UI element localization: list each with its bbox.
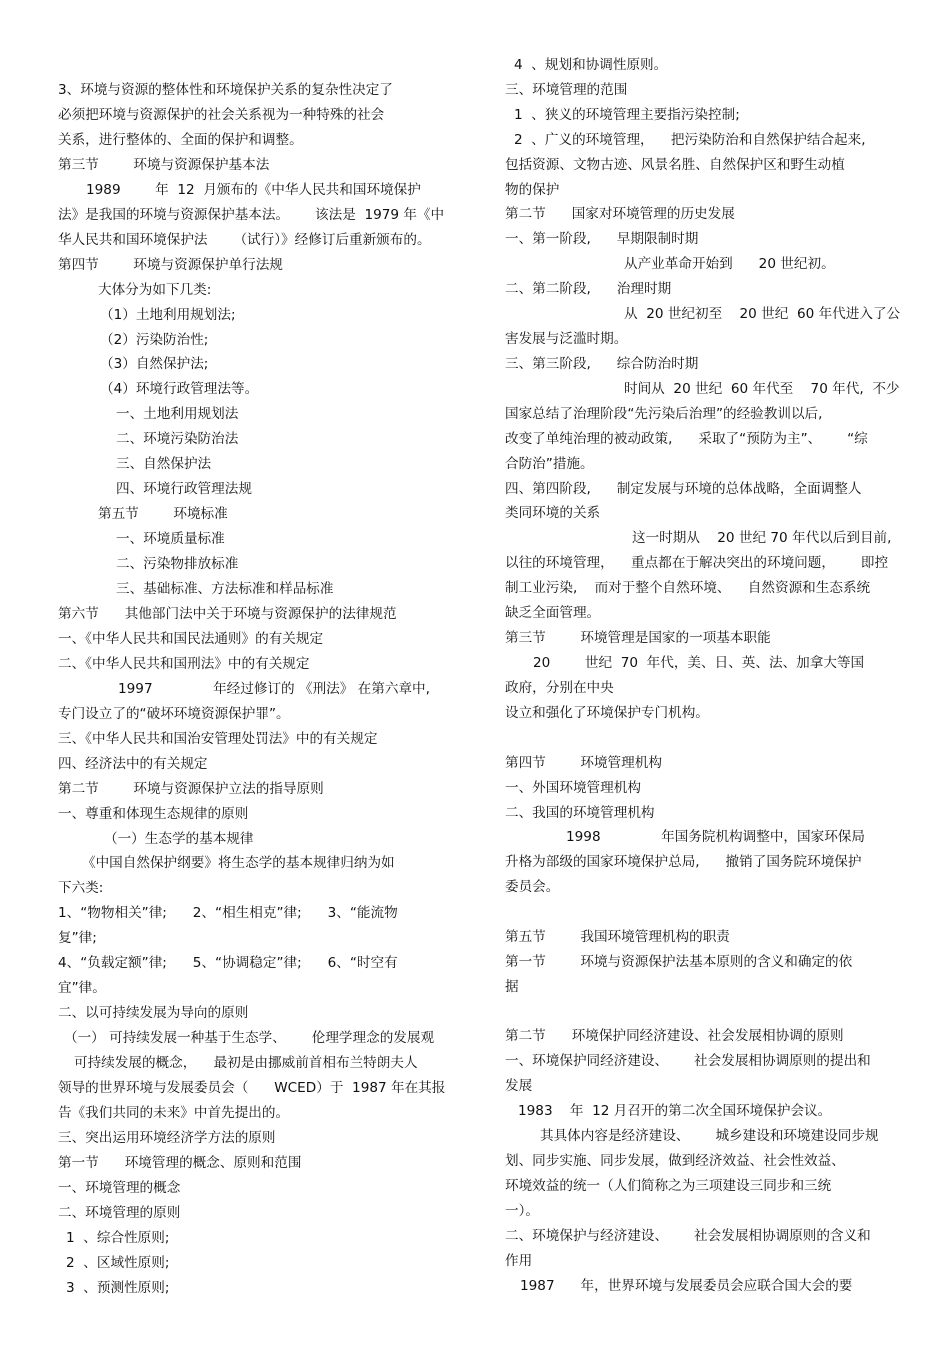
text-line: 1、“物物相关”律; 2、“相生相克”律; 3、“能流物 [58, 905, 398, 922]
text-line: （4）环境行政管理法等。 [100, 381, 259, 398]
text-line: 2 、广义的环境管理， 把污染防治和自然保护结合起来, [514, 132, 866, 148]
text-line: 1 、综合性原则; [66, 1229, 170, 1246]
text-line: 三、基础标准、方法标准和样品标准 [116, 581, 334, 597]
text-line: 二、环境保护与经济建设、 社会发展相协调原则的含义和 [505, 1228, 871, 1244]
text-line: 其具体内容是经济建设、 城乡建设和环境建设同步规 [540, 1128, 879, 1144]
text-line: 第五节 环境标准 [98, 506, 228, 523]
text-line: 国家总结了治理阶段“先污染后治理”的经验教训以后, [505, 406, 823, 422]
text-line: 划、同步实施、同步发展，做到经济效益、社会性效益、 [505, 1153, 845, 1169]
text-line: 1998 年国务院机构调整中，国家环保局 [566, 829, 865, 845]
text-line: 二、《中华人民共和国刑法》中的有关规定 [58, 655, 310, 672]
text-line: 1 、狭义的环境管理主要指污染控制; [514, 107, 740, 123]
text-line: 三、环境管理的范围 [505, 82, 628, 98]
text-line: 可持续发展的概念， 最初是由挪威前首相布兰特朗夫人 [74, 1055, 418, 1072]
text-line: 四、环境行政管理法规 [116, 481, 252, 498]
text-line: 1989 年 12 月颁布的《中华人民共和国环境保护 [86, 181, 421, 198]
text-line: 第五节 我国环境管理机构的职责 [505, 929, 730, 945]
text-line: 第六节 其他部门法中关于环境与资源保护的法律规范 [58, 605, 397, 622]
text-line: 设立和强化了环境保护专门机构。 [505, 705, 709, 721]
text-line: 从产业革命开始到 20 世纪初。 [624, 256, 835, 272]
text-line: 必须把环境与资源保护的社会关系视为一种特殊的社会 [58, 106, 385, 123]
text-line: 政府，分别在中央 [505, 680, 614, 696]
text-line: 第三节 环境管理是国家的一项基本职能 [505, 630, 771, 646]
text-line: 关系，进行整体的、全面的保护和调整。 [58, 131, 303, 148]
text-line: 第一节 环境管理的概念、原则和范围 [58, 1154, 302, 1171]
text-line: 一、环境管理的概念 [58, 1179, 181, 1196]
text-line: 作用 [505, 1253, 533, 1269]
text-line: 据 [505, 979, 519, 995]
text-line: 1983 年 12 月召开的第二次全国环境保护会议。 [518, 1103, 832, 1119]
text-line: 从 20 世纪初至 20 世纪 60 年代进入了公 [624, 306, 901, 322]
text-line: （一）生态学的基本规律 [104, 830, 254, 847]
text-line: 一）。 [505, 1203, 539, 1219]
text-line: 《中国自然保护纲要》将生态学的基本规律归纳为如 [82, 855, 395, 872]
text-line: 领导的世界环境与发展委员会（ WCED）于 1987 年在其报 [58, 1080, 446, 1096]
text-line: 1987 年，世界环境与发展委员会应联合国大会的要 [520, 1278, 853, 1294]
text-line: 一、尊重和体现生态规律的原则 [58, 805, 249, 822]
text-line: 改变了单纯治理的被动政策, 采取了“预防为主”、 “综 [505, 431, 868, 447]
text-line: 制工业污染, 而对于整个自然环境、 自然资源和生态系统 [505, 580, 871, 596]
text-line: 告《我们共同的未来》中首先提出的。 [58, 1104, 290, 1121]
text-line: 四、经济法中的有关规定 [58, 755, 208, 772]
text-line: 第二节 国家对环境管理的历史发展 [505, 206, 735, 222]
text-line: 华人民共和国环境保护法 （试行）》经修订后重新颁布的。 [58, 231, 431, 248]
text-line: 4、“负载定额”律; 5、“协调稳定”律; 6、“时空有 [58, 955, 398, 972]
text-line: 一、土地利用规划法 [116, 406, 239, 423]
text-line: 四、第四阶段, 制定发展与环境的总体战略，全面调整人 [505, 481, 862, 497]
text-line: （一） 可持续发展一种基于生态学、 伦理学理念的发展观 [64, 1030, 435, 1047]
text-line: 二、我国的环境管理机构 [505, 805, 655, 821]
text-line: （3）自然保护法; [100, 356, 209, 373]
text-line: 第二节 环境与资源保护立法的指导原则 [58, 780, 324, 797]
text-line: 二、环境污染防治法 [116, 431, 239, 448]
text-line: 一、《中华人民共和国民法通则》的有关规定 [58, 630, 324, 647]
text-line: 二、环境管理的原则 [58, 1204, 181, 1221]
text-line: 以往的环境管理， 重点都在于解决突出的环境问题， 即控 [505, 555, 889, 571]
text-line: 一、第一阶段, 早期限制时期 [505, 231, 699, 247]
text-line: 第一节 环境与资源保护法基本原则的含义和确定的依 [505, 954, 853, 970]
text-line: 第二节 环境保护同经济建设、社会发展相协调的原则 [505, 1028, 844, 1044]
text-line: 发展 [505, 1078, 533, 1094]
text-line: 这一时期从 20 世纪 70 年代以后到目前, [632, 530, 892, 546]
text-line: 类同环境的关系 [505, 505, 601, 521]
text-line: 2 、区域性原则; [66, 1254, 170, 1271]
text-line: 升格为部级的国家环境保护总局, 撤销了国务院环境保护 [505, 854, 862, 870]
text-line: （2）污染防治性; [100, 331, 209, 348]
text-line: 专门设立了的“破坏环境资源保护罪”。 [58, 705, 290, 722]
text-line: 第四节 环境管理机构 [505, 755, 662, 771]
text-line: 复”律; [58, 930, 97, 947]
text-line: 20 世纪 70 年代，美、日、英、法、加拿大等国 [533, 655, 865, 671]
text-line: 下六类: [58, 880, 104, 897]
text-line: 委员会。 [505, 879, 560, 895]
text-line: 缺乏全面管理。 [505, 605, 601, 621]
text-line: 宜”律。 [58, 980, 106, 997]
text-line: 二、以可持续发展为导向的原则 [58, 1005, 249, 1022]
text-line: 合防治”措施。 [505, 456, 594, 472]
text-line: 环境效益的统一（人们简称之为三项建设三同步和三统 [505, 1178, 832, 1194]
text-line: （1）土地利用规划法; [100, 306, 236, 323]
text-line: 二、第二阶段, 治理时期 [505, 281, 672, 297]
text-line: 害发展与泛滥时期。 [505, 331, 628, 347]
text-line: 包括资源、文物古迹、风景名胜、自然保护区和野生动植 [505, 157, 845, 173]
text-line: 3、环境与资源的整体性和环境保护关系的复杂性决定了 [58, 82, 393, 98]
text-line: 一、环境保护同经济建设、 社会发展相协调原则的提出和 [505, 1053, 871, 1069]
text-line: 物的保护 [505, 182, 560, 198]
text-line: 时间从 20 世纪 60 年代至 70 年代, 不少 [624, 381, 900, 397]
text-line: 三、第三阶段, 综合防治时期 [505, 356, 699, 372]
text-line: 一、外国环境管理机构 [505, 780, 641, 796]
text-line: 三、突出运用环境经济学方法的原则 [58, 1129, 276, 1146]
text-line: 3 、预测性原则; [66, 1279, 170, 1296]
text-line: 二、污染物排放标准 [116, 556, 239, 573]
text-line: 大体分为如下几类: [98, 281, 212, 298]
text-line: 三、《中华人民共和国治安管理处罚法》中的有关规定 [58, 730, 378, 747]
text-line: 1997 年经过修订的 《刑法》 在第六章中, [118, 680, 430, 697]
text-line: 第四节 环境与资源保护单行法规 [58, 256, 283, 273]
text-line: 第三节 环境与资源保护基本法 [58, 156, 270, 173]
text-line: 三、自然保护法 [116, 456, 212, 473]
text-line: 4 、规划和协调性原则。 [514, 57, 668, 73]
text-line: 一、环境质量标准 [116, 531, 225, 548]
text-line: 法》是我国的环境与资源保护基本法。 该法是 1979 年《中 [58, 206, 445, 223]
